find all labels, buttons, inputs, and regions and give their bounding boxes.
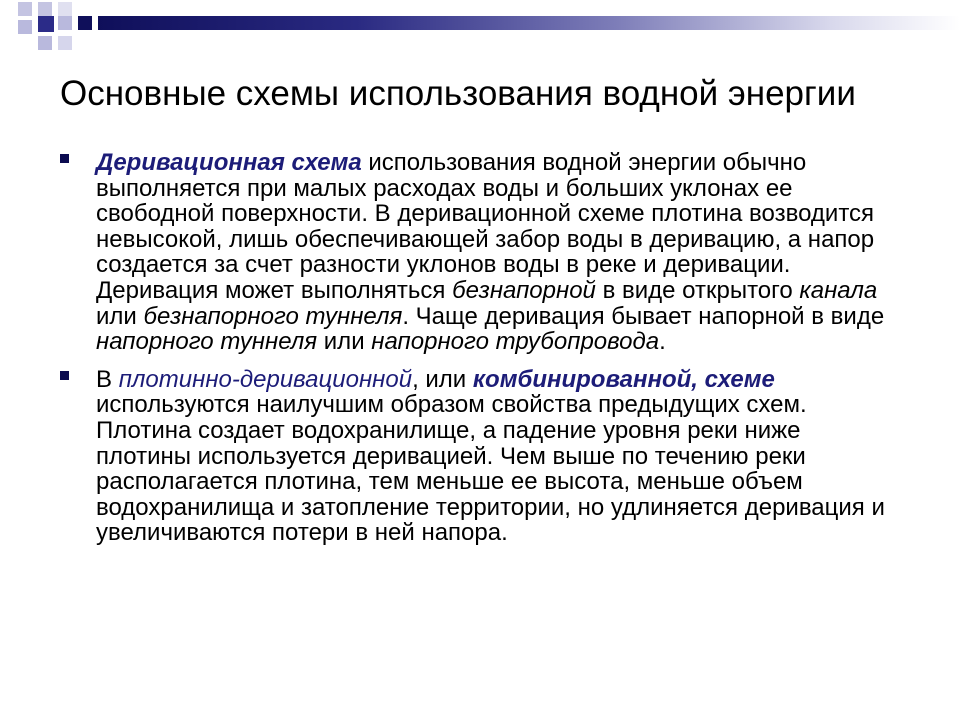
emphasis-segment: канала — [799, 276, 878, 304]
bullet-paragraph-2 — [60, 367, 900, 546]
decor-square — [58, 16, 72, 30]
decor-square — [38, 16, 54, 32]
text-segment: использования водной энергии обычно выполняется при малых расходах воды и больших уклонах ее свободной поверхности. В деривационной схеме плотина возводится невысокой, лишь обеспечивающей забор воды в деривацию, а напор создается за счет разности уклонов воды в реке и деривации. Деривация может выполняться — [96, 149, 875, 304]
text-segment: используются наилучшим образом свойства предыдущих схем. Плотина создает водохранилище, а падение уровня реки ниже плотины используется деривацией. Чем выше по течению реки располагается плотина, тем меньше ее высота, меньше объем водохранилища и затопление территории, но удлиняется деривация и увеличиваются потери в ней напора. — [96, 391, 885, 547]
text-segment: В — [96, 365, 119, 393]
decor-square — [18, 20, 32, 34]
decor-square — [38, 36, 52, 50]
decor-square — [38, 2, 52, 16]
bullet-paragraph-1 — [60, 150, 900, 355]
decor-square — [58, 2, 72, 16]
decor-square — [78, 16, 92, 30]
square-bullet-icon — [60, 371, 69, 380]
slide-title: Основные схемы использования водной энергии — [60, 74, 856, 113]
header-gradient-bar — [98, 16, 960, 30]
slide-body — [60, 150, 900, 558]
decor-square — [58, 36, 72, 50]
square-bullet-icon — [60, 154, 69, 163]
term-dam-derivation: плотинно-деривационной — [118, 365, 413, 393]
decor-square — [18, 2, 32, 16]
text-segment: , или — [412, 365, 473, 393]
text-segment: или — [317, 328, 372, 356]
emphasis-segment: безнапорной — [452, 276, 596, 304]
bullet-2-text — [96, 366, 885, 547]
term-derivation-scheme: Деривационная схема — [96, 149, 362, 176]
text-segment: или — [96, 302, 144, 330]
text-segment: . — [659, 328, 666, 356]
text-segment: в виде открытого — [595, 276, 800, 304]
emphasis-segment: напорного туннеля — [96, 328, 318, 356]
text-segment: . Чаще деривация бывает напорной в виде — [402, 302, 885, 330]
emphasis-segment: напорного трубопровода — [371, 328, 660, 356]
term-combined-scheme: комбинированной, схеме — [472, 365, 775, 393]
emphasis-segment: безнапорного туннеля — [143, 302, 403, 330]
bullet-1-text — [96, 149, 884, 355]
